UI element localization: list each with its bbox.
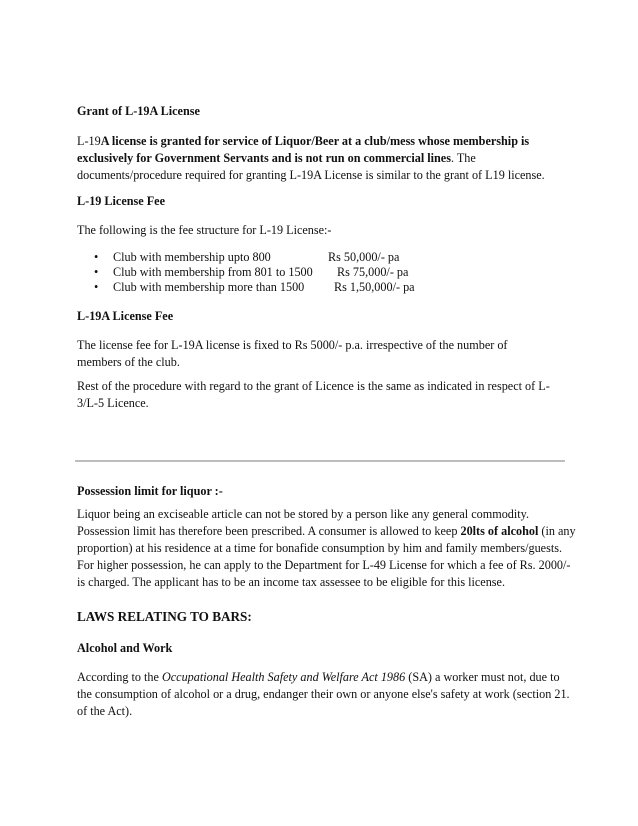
laws-text-after: (SA) a worker must not, due to the consumption of alcohol or a drug, endanger their own or anyone else's safety at work (section 21. of the Act).	[77, 670, 570, 718]
l19a-fee-paragraph: The license fee for L-19A license is fixed to Rs 5000/- p.a. irrespective of the number of members of the club.	[77, 338, 508, 369]
bullet-icon: •	[94, 265, 99, 279]
possession-text-after: (in any proportion) at his residence at a time for bonafide consumption by him and family members/guests. For higher possession, he can apply to the Department for L-49 License for which a fee of Rs. 2000/- is charged. The applicant has to be an income tax assessee to be eligible for this license.	[77, 524, 576, 589]
laws-heading: LAWS RELATING TO BARS:	[77, 609, 252, 624]
fee-list-item	[94, 280, 494, 295]
fee-item-amount: Rs 75,000/- pa	[337, 265, 409, 279]
fee-item-label: Club with membership upto 800	[113, 250, 271, 264]
possession-text-before: Liquor being an exciseable article can not be stored by a person like any general commodity. Possession limit has therefore been prescribed. A consumer is allowed to keep	[77, 507, 530, 538]
fee-item-label: Club with membership more than 1500	[113, 280, 305, 294]
fee-item-label: Club with membership from 801 to 1500	[113, 265, 313, 279]
bullet-icon: •	[94, 250, 99, 264]
laws-text-before: According to the	[77, 670, 162, 684]
possession-bold-text: 20lts of alcohol	[460, 524, 539, 538]
bullet-icon: •	[94, 280, 99, 294]
fee-list-item	[94, 250, 494, 265]
possession-paragraph	[77, 506, 577, 591]
fee-item-amount: Rs 1,50,000/- pa	[334, 280, 415, 294]
grant-l19a-bold-text: A license is granted for service of Liquor/Beer at a club/mess whose membership is exclusively for Government Servants and is not run on commercial lines	[77, 134, 530, 165]
alcohol-work-paragraph	[77, 669, 577, 720]
fee-item-amount: Rs 50,000/- pa	[328, 250, 400, 264]
grant-l19a-prefix: L-19	[77, 134, 101, 148]
l19-fee-intro: The following is the fee structure for L-19 License:-	[77, 223, 332, 237]
fee-list	[94, 250, 494, 295]
horizontal-divider	[75, 460, 565, 462]
alcohol-work-subheading: Alcohol and Work	[77, 641, 173, 655]
possession-heading: Possession limit for liquor :-	[77, 484, 223, 498]
grant-l19a-rest-text: . The documents/procedure required for granting L-19A License is similar to the grant of L19 license.	[77, 151, 545, 182]
fee-list-item	[94, 265, 494, 280]
grant-l19a-paragraph	[77, 133, 577, 184]
grant-l19a-heading: Grant of L-19A License	[77, 104, 200, 118]
procedure-paragraph: Rest of the procedure with regard to the grant of Licence is the same as indicated in respect of L-3/L-5 Licence.	[77, 379, 550, 410]
act-name: Occupational Health Safety and Welfare Act 1986	[161, 670, 406, 684]
l19-fee-heading: L-19 License Fee	[77, 194, 165, 208]
l19a-fee-heading: L-19A License Fee	[77, 309, 174, 323]
